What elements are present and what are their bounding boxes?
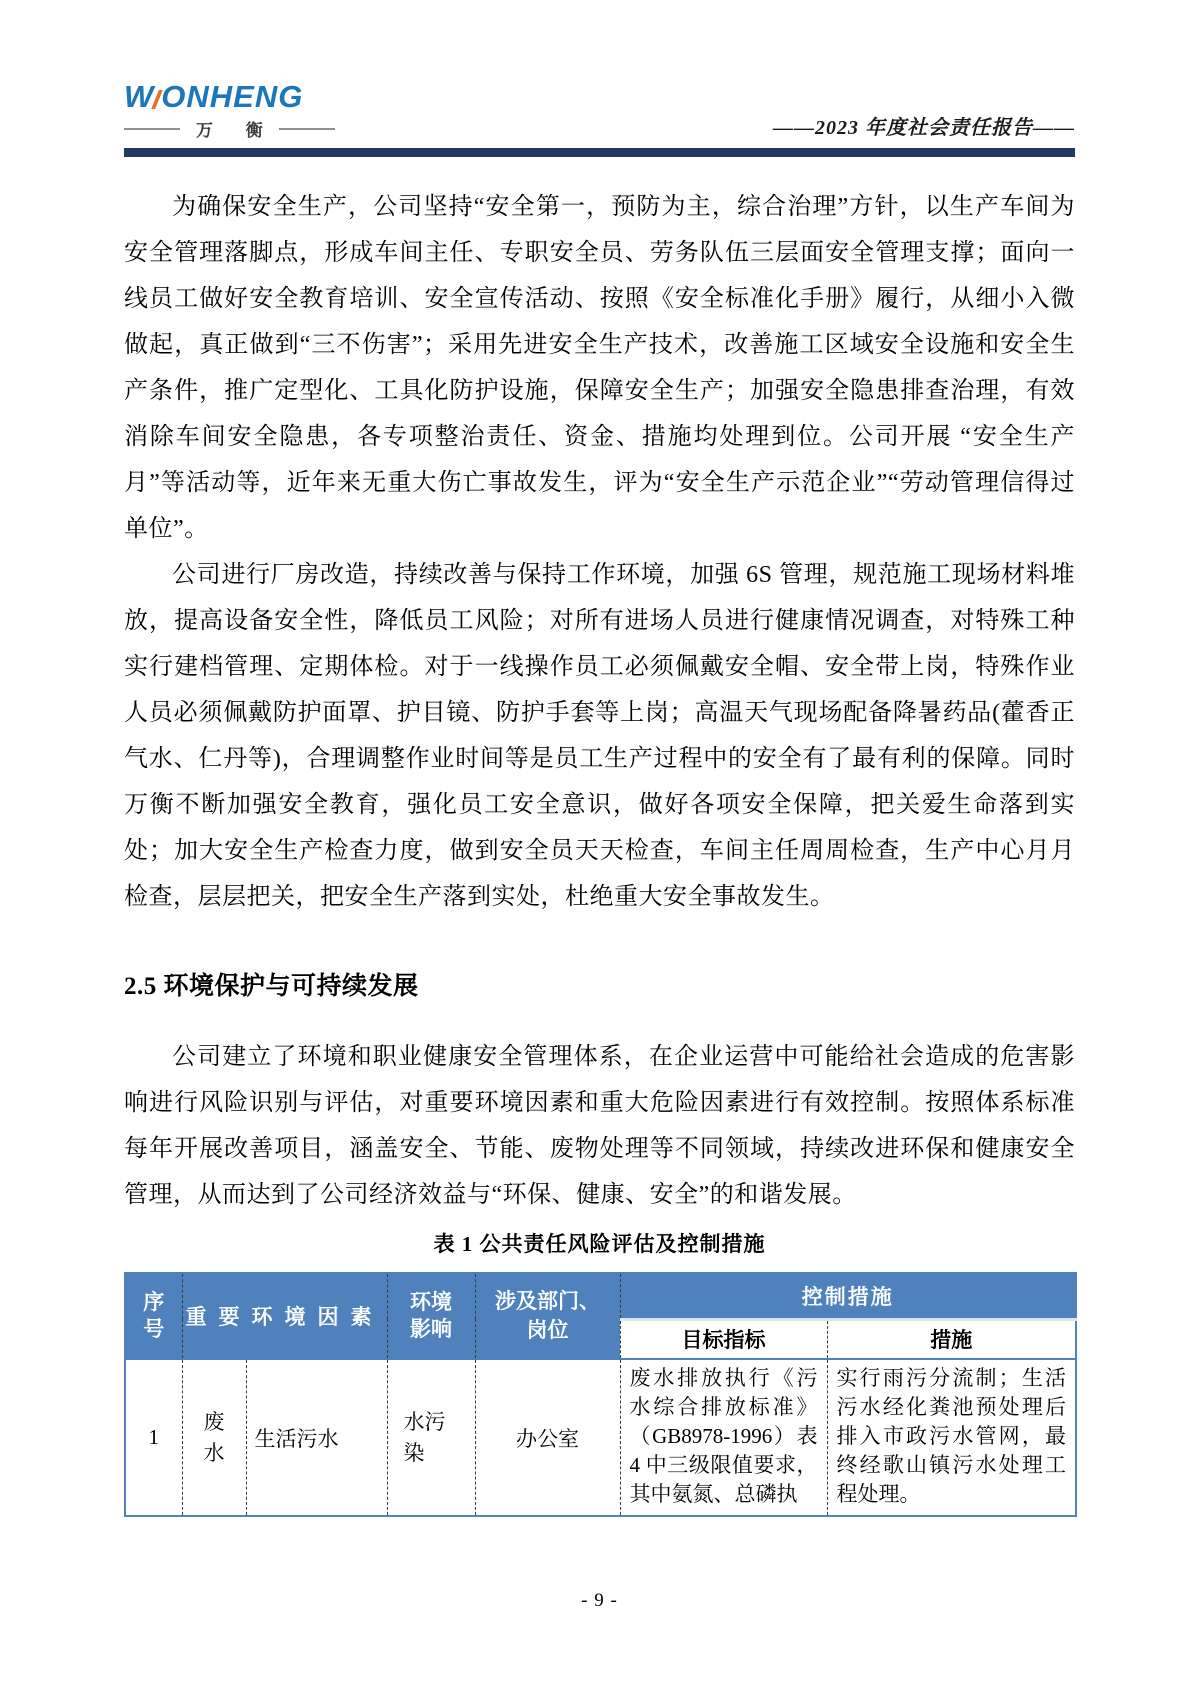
cell-factor-detail: 生活污水 xyxy=(246,1359,387,1516)
cell-measure: 实行雨污分流制；生活污水经化粪池预处理后排入市政污水管网，最终经歌山镇污水处理工程处理。 xyxy=(827,1359,1076,1516)
col-header-dept: 涉及部门、岗位 xyxy=(475,1273,620,1359)
page-content xyxy=(124,0,1075,1517)
logo-letters-rest: ONHENG xyxy=(161,79,304,114)
logo-chinese-name: 万 衡 xyxy=(196,121,277,140)
logo-chinese-line xyxy=(124,116,335,141)
table-row-wastewater xyxy=(125,1359,1076,1516)
table-header-row-1 xyxy=(125,1273,1076,1319)
col-header-factor: 重要环境因素 xyxy=(182,1273,387,1359)
cell-impact: 水污染 xyxy=(387,1359,475,1516)
logo-dash-right xyxy=(279,128,335,130)
col-header-measure: 措施 xyxy=(827,1319,1076,1359)
col-header-control: 控制措施 xyxy=(620,1273,1076,1319)
paragraph-environment-system: 公司建立了环境和职业健康安全管理体系，在企业运营中可能给社会造成的危害影响进行风险识别与评估，对重要环境因素和重大危险因素进行有效控制。按照体系标准每年开展改善项目，涵盖安全、节能、废物处理等不同领域，持续改进环保和健康安全管理，从而达到了公司经济效益与“环保、健康、安全”的和谐发展。 xyxy=(124,1044,1075,1208)
wonheng-logo xyxy=(124,79,335,141)
header-rule xyxy=(124,148,1075,157)
col-header-target: 目标指标 xyxy=(620,1319,827,1359)
page-number: - 9 - xyxy=(581,1590,618,1611)
paragraph-workshop-improvement: 公司进行厂房改造，持续改善与保持工作环境，加强 6S 管理，规范施工现场材料堆放，提高设备安全性，降低员工风险；对所有进场人员进行健康情况调查，对特殊工种实行建档管理、定期体检。对于一线操作员工必须佩戴安全帽、安全带上岗，特殊作业人员必须佩戴防护面罩、护目镜、防护手套等上岗；高温天气现场配备降暑药品(藿香正气水、仁丹等)，合理调整作业时间等是员工生产过程中的安全有了最有利的保障。同时万衡不断加强安全教育，强化员工安全意识，做好各项安全保障，把关爱生命落到实处；加大安全生产检查力度，做到安全员天天检查，车间主任周周检查，生产中心月月检查，层层把关，把安全生产落到实处，杜绝重大安全事故发生。 xyxy=(124,562,1075,910)
cell-dept: 办公室 xyxy=(475,1359,620,1516)
section-heading-2-5: 2.5 环境保护与可持续发展 xyxy=(124,973,419,1000)
logo-dash-left xyxy=(124,128,180,130)
cell-target: 废水排放执行《污水综合排放标准》（GB8978-1996）表 4 中三级限值要求，其中氨氮、总磷执 xyxy=(620,1359,827,1516)
page-header xyxy=(124,0,1075,141)
logo-letter-w: W xyxy=(124,79,155,114)
risk-control-table xyxy=(124,1272,1077,1517)
cell-index: 1 xyxy=(125,1359,182,1516)
col-header-index: 序号 xyxy=(125,1273,182,1359)
logo-wordmark xyxy=(124,79,335,114)
col-header-impact: 环境影响 xyxy=(387,1273,475,1359)
table-caption: 表 1 公共责任风险评估及控制措施 xyxy=(433,1232,766,1256)
paragraph-safety-policy: 为确保安全生产，公司坚持“安全第一，预防为主，综合治理”方针，以生产车间为安全管理落脚点，形成车间主任、专职安全员、劳务队伍三层面安全管理支撑；面向一线员工做好安全教育培训、安全宣传活动、按照《安全标准化手册》履行，从细小入微做起，真正做到“三不伤害”；采用先进安全生产技术，改善施工区域安全设施和安全生产条件，推广定型化、工具化防护设施，保障安全生产；加强安全隐患排查治理，有效消除车间安全隐患，各专项整治责任、资金、措施均处理到位。公司开展 “安全生产月”等活动等，近年来无重大伤亡事故发生，评为“安全生产示范企业”“劳动管理信得过单位”。 xyxy=(124,194,1075,542)
cell-factor-category: 废水 xyxy=(182,1359,246,1516)
report-title: ——2023 年度社会责任报告—— xyxy=(773,117,1075,139)
